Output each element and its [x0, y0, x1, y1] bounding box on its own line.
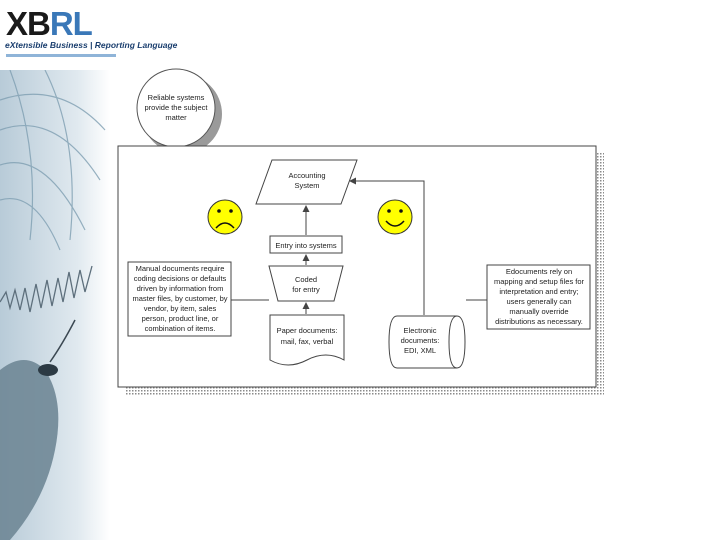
electronic-line-2: documents:	[400, 336, 440, 345]
logo-wordmark: XBRL	[6, 5, 92, 42]
coded-line-2: for entry	[292, 285, 320, 294]
callout-reliable-systems	[137, 69, 222, 154]
note-right-line-5: manually override	[509, 307, 569, 316]
note-right-line-2: mapping and setup files for	[493, 277, 585, 286]
paper-line-1: Paper documents:	[276, 326, 338, 335]
entry-label: Entry into systems	[275, 241, 337, 250]
electronic-line-1: Electronic	[403, 326, 437, 335]
note-left-line-7: combination of items.	[144, 324, 216, 333]
node-entry-into-systems	[270, 236, 342, 253]
node-electronic-documents	[389, 316, 465, 368]
electronic-line-3: EDI, XML	[403, 346, 437, 355]
paper-line-2: mail, fax, verbal	[280, 337, 334, 346]
note-left-line-6: person, product line, or	[141, 314, 219, 323]
callout-line-3: matter	[165, 113, 187, 122]
note-right-line-1: Edocuments rely on	[505, 267, 573, 276]
note-manual-documents	[128, 262, 231, 336]
note-left-line-2: coding decisions or defaults	[133, 274, 227, 283]
logo-tagline: eXtensible Business | Reporting Language	[5, 40, 178, 50]
smiling-face-icon	[378, 200, 412, 234]
note-left-line-1: Manual documents require	[135, 264, 225, 273]
node-coded-for-entry	[269, 266, 343, 301]
accounting-line-2: System	[294, 181, 320, 190]
accounting-line-1: Accounting	[288, 171, 326, 180]
callout-line-1: Reliable systems	[147, 93, 205, 102]
note-left-line-5: vendor, by item, sales	[143, 304, 217, 313]
note-edocuments	[487, 265, 590, 329]
node-accounting-system	[256, 160, 357, 204]
note-right-line-6: distributions as necessary.	[495, 317, 583, 326]
frowning-face-icon	[208, 200, 242, 234]
callout-line-2: provide the subject	[144, 103, 208, 112]
note-right-line-3: interpretation and entry;	[499, 287, 579, 296]
note-left-line-4: master files, by customer, by	[132, 294, 228, 303]
note-right-line-4: users generally can	[506, 297, 572, 306]
coded-line-1: Coded	[294, 275, 318, 284]
note-left-line-3: driven by information from	[136, 284, 224, 293]
